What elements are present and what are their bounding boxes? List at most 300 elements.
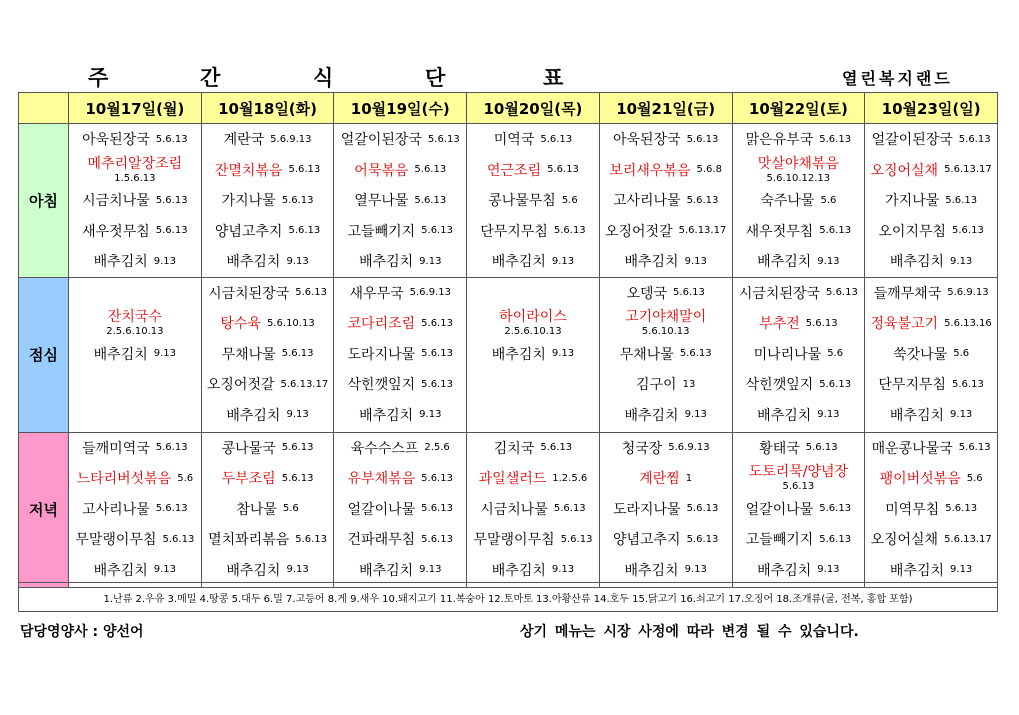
dish-name: 시금치된장국	[738, 285, 821, 302]
allergen-codes: 9.13	[817, 409, 840, 421]
menu-item	[600, 124, 732, 155]
dish-name: 오징어실채	[870, 162, 939, 179]
allergen-codes: 5.6.13	[686, 194, 719, 206]
dietitian-label: 담당영양사 : 양선어	[20, 624, 144, 640]
menu-cell	[334, 277, 467, 432]
allergen-codes: 2.5.6	[424, 442, 450, 454]
allergen-codes: 9.13	[419, 409, 442, 421]
menu-item	[733, 463, 865, 494]
allergen-codes: 5.6.13.17	[280, 378, 329, 390]
title-char: 간	[200, 66, 221, 90]
dish-name: 들깨미역국	[82, 440, 150, 457]
dish-name: 가지나물	[885, 193, 940, 210]
menu-item	[733, 433, 865, 464]
allergen-codes: 5.6.13	[958, 133, 991, 145]
allergen-codes: 5.6.13	[819, 503, 852, 515]
allergen-codes: 5.6	[561, 194, 578, 206]
allergen-codes: 9.13	[286, 409, 309, 421]
menu-item	[733, 155, 865, 186]
allergen-codes: 5.6.13	[540, 442, 573, 454]
menu-cell	[334, 124, 467, 278]
allergen-codes: 5.6.13	[155, 194, 188, 206]
allergen-codes: 5.6.13	[819, 133, 852, 145]
dish-name: 도라지나물	[347, 346, 416, 363]
allergen-codes: 9.13	[551, 255, 575, 267]
dish-name: 어묵볶음	[354, 162, 409, 179]
allergen-codes: 5.6	[820, 194, 837, 206]
dish-name: 참나물	[236, 501, 277, 518]
dish-name: 김치국	[493, 440, 535, 457]
menu-item	[733, 400, 865, 431]
menu-item	[202, 555, 334, 586]
menu-item	[334, 524, 466, 555]
dish-name: 배추김치	[624, 562, 679, 579]
menu-cell	[69, 124, 202, 278]
day-header: 10월21일(금)	[599, 93, 732, 124]
menu-item	[865, 216, 997, 247]
menu-item	[69, 124, 201, 155]
allergen-codes: 5.6.13	[952, 378, 984, 390]
allergen-codes: 5.6.13	[421, 472, 453, 484]
dish-name: 새우젓무침	[745, 223, 814, 240]
dish-name: 배추김치	[757, 254, 812, 271]
title-char: 주	[88, 66, 109, 90]
menu-item	[467, 339, 599, 370]
menu-item	[467, 185, 599, 216]
menu-item	[334, 278, 466, 309]
menu-item	[467, 124, 599, 155]
dish-name: 멸치꽈리볶음	[208, 532, 290, 549]
menu-item	[600, 278, 732, 309]
menu-item	[865, 400, 997, 431]
allergen-codes: 5.6.13	[295, 287, 328, 299]
menu-item	[334, 246, 466, 277]
menu-item	[733, 494, 865, 525]
menu-item	[467, 246, 599, 277]
allergen-codes: 5.6.13	[805, 317, 838, 329]
dish-name: 두부조림	[221, 471, 276, 488]
menu-item	[733, 216, 865, 247]
allergen-codes: 9.13	[950, 564, 973, 576]
dish-name: 고기야채말이	[625, 309, 707, 326]
allergen-codes: 5.6.13	[547, 164, 579, 176]
allergen-codes: 2.5.6.10.13	[504, 326, 562, 338]
menu-item	[69, 216, 201, 247]
menu-cell	[467, 124, 600, 278]
dish-name: 과일샐러드	[478, 471, 547, 488]
allergen-codes: 9.13	[419, 255, 442, 267]
allergen-codes: 5.6.10.13	[266, 317, 315, 329]
dish-name: 시금치나물	[82, 193, 150, 210]
dish-name: 배추김치	[491, 562, 546, 579]
day-header-row	[19, 93, 998, 124]
menu-cell	[201, 432, 334, 587]
dish-name: 얼갈이나물	[347, 501, 416, 518]
dish-name: 고들빼기지	[347, 223, 416, 240]
allergen-codes: 2.5.6.10.13	[106, 326, 164, 338]
menu-item	[865, 524, 997, 555]
menu-item	[865, 494, 997, 525]
allergen-codes: 5.6.13	[162, 533, 195, 545]
dish-name: 배추김치	[624, 254, 679, 271]
menu-item	[600, 463, 732, 494]
dish-name: 삭힌깻잎지	[745, 377, 814, 394]
dish-name: 시금치된장국	[208, 285, 290, 302]
menu-item	[202, 155, 334, 186]
allergen-codes: 5.6.10.12.13	[766, 172, 831, 184]
dish-name: 배추김치	[889, 254, 945, 271]
menu-item	[467, 555, 599, 586]
menu-item	[600, 155, 732, 186]
menu-item	[69, 185, 201, 216]
menu-item	[467, 524, 599, 555]
allergen-codes: 9.13	[817, 564, 840, 576]
menu-cell	[865, 277, 998, 432]
menu-cell	[599, 277, 732, 432]
dish-name: 연근조림	[487, 162, 542, 179]
menu-item	[865, 124, 997, 155]
allergen-codes: 9.13	[286, 564, 309, 576]
menu-item	[600, 555, 732, 586]
dish-name: 무말랭이무침	[75, 532, 157, 549]
meal-label: 점심	[19, 277, 69, 432]
allergen-codes: 5.6.13	[945, 503, 978, 515]
dish-name: 배추김치	[491, 254, 546, 271]
dish-name: 양념고추지	[214, 223, 283, 240]
dish-name: 얼갈이나물	[745, 501, 814, 518]
menu-item	[69, 246, 201, 277]
menu-cell	[69, 277, 202, 432]
allergen-codes: 5.6.13	[421, 503, 453, 515]
allergen-codes: 5.6.13	[819, 225, 852, 237]
menu-item	[334, 185, 466, 216]
menu-item	[733, 124, 865, 155]
dish-name: 배추김치	[226, 254, 281, 271]
menu-item	[202, 494, 334, 525]
menu-item	[467, 494, 599, 525]
dish-name: 콩나물국	[221, 440, 276, 457]
menu-item	[334, 463, 466, 494]
allergen-codes: 5.6.13	[421, 225, 453, 237]
day-header: 10월17일(월)	[69, 93, 202, 124]
allergen-codes: 5.6.9.13	[668, 442, 710, 454]
allergen-codes: 5.6.10.13	[641, 326, 690, 338]
menu-cell	[865, 432, 998, 587]
allergen-codes: 5.6.13	[421, 317, 453, 329]
dish-name: 배추김치	[359, 562, 414, 579]
dish-name: 배추김치	[93, 254, 148, 271]
menu-cell	[732, 432, 865, 587]
dish-name: 오징어실채	[870, 532, 939, 549]
menu-item	[733, 555, 865, 586]
dish-name: 들깨무채국	[873, 285, 942, 302]
allergen-codes: 5.6.13	[679, 348, 712, 360]
menu-item	[865, 369, 997, 400]
allergen-codes: 1	[685, 472, 693, 484]
menu-item	[69, 433, 201, 464]
allergen-codes: 9.13	[153, 255, 177, 267]
menu-cell	[599, 124, 732, 278]
menu-item	[202, 524, 334, 555]
menu-item	[202, 246, 334, 277]
menu-item	[733, 278, 865, 309]
menu-item	[334, 400, 466, 431]
dish-name: 단무지무침	[480, 223, 548, 240]
dish-name: 오징어젓갈	[206, 377, 275, 394]
allergen-codes: 5.6.13	[952, 225, 984, 237]
dish-name: 오이지무침	[878, 223, 947, 240]
menu-item	[865, 339, 997, 370]
allergen-codes: 5.6.13	[686, 503, 719, 515]
menu-item	[467, 308, 599, 339]
dish-name: 무말랭이무침	[473, 532, 555, 549]
dish-name: 매운콩나물국	[871, 440, 953, 457]
dish-name: 쑥갓나물	[893, 346, 948, 363]
allergen-codes: 5.6.13	[295, 533, 328, 545]
menu-item	[733, 246, 865, 277]
dish-name: 배추김치	[226, 562, 281, 579]
dish-name: 황태국	[759, 440, 800, 457]
allergen-codes: 5.6.13	[288, 225, 321, 237]
menu-item	[334, 369, 466, 400]
menu-item	[69, 278, 201, 309]
menu-item	[334, 216, 466, 247]
dish-name: 고사리나물	[612, 193, 681, 210]
allergen-codes: 5.6.13	[281, 472, 314, 484]
menu-cell	[467, 277, 600, 432]
dish-name: 얼갈이된장국	[340, 132, 422, 149]
allergen-codes: 5.6.13.17	[944, 533, 992, 545]
menu-cell	[334, 432, 467, 587]
menu-item	[69, 494, 201, 525]
allergen-codes: 5.6.13	[673, 287, 705, 299]
allergen-codes: 5.6.13	[540, 133, 573, 145]
menu-item	[600, 246, 732, 277]
menu-cell	[467, 432, 600, 587]
dish-name: 계란찜	[639, 471, 680, 488]
menu-item	[467, 463, 599, 494]
allergen-codes: 5.6.13	[155, 442, 188, 454]
dish-name: 배추김치	[889, 562, 945, 579]
allergen-codes: 5.6	[177, 472, 194, 484]
allergen-codes: 5.6.13	[686, 533, 719, 545]
title-char: 단	[425, 66, 446, 90]
day-header: 10월18일(화)	[201, 93, 334, 124]
allergen-codes: 5.6.13	[155, 133, 188, 145]
allergen-codes: 5.6.13	[281, 194, 314, 206]
menu-item	[865, 463, 997, 494]
dish-name: 배추김치	[93, 562, 148, 579]
dish-name: 육수수스프	[350, 440, 419, 457]
organization-name: 열린복지랜드	[842, 69, 953, 88]
allergen-codes: 5.6.13	[819, 533, 852, 545]
menu-item	[865, 555, 997, 586]
dish-name: 메추리알장조림	[87, 155, 183, 172]
menu-item	[202, 463, 334, 494]
menu-item	[600, 185, 732, 216]
dish-name: 청국장	[621, 440, 663, 457]
title-char: 식	[313, 66, 334, 90]
dish-name: 가지나물	[221, 193, 276, 210]
dish-name: 팽이버섯볶음	[879, 471, 961, 488]
menu-table	[18, 92, 998, 588]
menu-item	[600, 400, 732, 431]
meal-label: 저녁	[19, 432, 69, 587]
menu-item	[69, 308, 201, 339]
dish-name: 계란국	[223, 132, 265, 149]
dish-name: 건파래무침	[347, 532, 416, 549]
meal-row	[19, 277, 998, 432]
dish-name: 잔멸치볶음	[214, 162, 283, 179]
menu-item	[202, 124, 334, 155]
menu-item	[733, 185, 865, 216]
allergen-codes: 5.6.13	[414, 164, 447, 176]
allergen-codes: 5.6.13.16	[944, 317, 992, 329]
allergen-codes: 5.6.8	[696, 164, 722, 176]
dish-name: 하이라이스	[499, 309, 567, 326]
allergen-codes: 5.6.13	[427, 133, 460, 145]
allergen-codes: 9.13	[950, 255, 973, 267]
corner-cell	[19, 93, 69, 124]
dish-name: 코다리조림	[347, 316, 416, 333]
allergen-legend: 1.난류 2.우유 3.메밀 4.땅콩 5.대두 6.밀 7.고등어 8.게 9.새우 10.돼지고기 11.복숭아 12.토마토 13.아황산류 14.호두 15.닭고기 16.쇠고기 17.오징어 18.조개류(굴, 전복, 홍합 포함)	[18, 582, 998, 612]
menu-item	[202, 433, 334, 464]
dish-name: 새우무국	[349, 285, 404, 302]
allergen-codes: 5.6.13	[686, 133, 719, 145]
title-char: 표	[543, 66, 564, 90]
dish-name: 고사리나물	[82, 501, 150, 518]
allergen-codes: 5.6.13	[553, 225, 586, 237]
dish-name: 도라지나물	[612, 501, 681, 518]
menu-item	[69, 339, 201, 370]
dish-name: 배추김치	[757, 407, 812, 424]
menu-item	[202, 278, 334, 309]
menu-item	[733, 308, 865, 339]
dish-name: 새우젓무침	[82, 223, 150, 240]
menu-item	[733, 369, 865, 400]
dish-name: 탕수육	[220, 316, 261, 333]
allergen-codes: 5.6	[953, 348, 970, 360]
menu-cell	[865, 124, 998, 278]
menu-item	[865, 278, 997, 309]
allergen-codes: 9.13	[817, 255, 840, 267]
menu-item	[600, 216, 732, 247]
menu-item	[202, 216, 334, 247]
menu-item	[600, 308, 732, 339]
dish-name: 배추김치	[757, 562, 812, 579]
allergen-codes: 5.6.9.13	[947, 287, 989, 299]
allergen-codes: 5.6.13	[288, 164, 321, 176]
allergen-codes: 5.6.13	[826, 287, 858, 299]
meal-row	[19, 432, 998, 587]
dish-name: 배추김치	[359, 254, 414, 271]
dish-name: 부추전	[759, 316, 800, 333]
menu-item	[334, 124, 466, 155]
menu-cell	[599, 432, 732, 587]
dish-name: 오뎅국	[626, 285, 668, 302]
meal-label: 아침	[19, 124, 69, 278]
dish-name: 단무지무침	[878, 377, 947, 394]
allergen-codes: 5.6.13	[553, 503, 586, 515]
menu-item	[202, 400, 334, 431]
menu-item	[69, 155, 201, 186]
allergen-codes: 13	[682, 378, 696, 390]
menu-item	[600, 369, 732, 400]
dish-name: 배추김치	[491, 346, 546, 363]
menu-cell	[732, 277, 865, 432]
day-header: 10월23일(일)	[865, 93, 998, 124]
dish-name: 김구이	[636, 377, 677, 394]
dish-name: 도토리묵/양념장	[748, 464, 849, 481]
allergen-codes: 5.6.13	[414, 194, 447, 206]
allergen-codes: 9.13	[153, 348, 177, 360]
dish-name: 정육불고기	[870, 316, 939, 333]
menu-item	[334, 339, 466, 370]
day-header: 10월20일(목)	[467, 93, 600, 124]
dish-name: 오징어젓갈	[604, 223, 673, 240]
dish-name: 미역국	[493, 132, 535, 149]
allergen-codes: 9.13	[286, 255, 309, 267]
menu-item	[865, 308, 997, 339]
dish-name: 삭힌깻잎지	[347, 377, 416, 394]
allergen-codes: 5.6.13	[421, 533, 453, 545]
allergen-codes: 9.13	[950, 409, 973, 421]
dish-name: 얼갈이된장국	[871, 132, 953, 149]
menu-item	[865, 433, 997, 464]
menu-item	[202, 339, 334, 370]
dish-name: 보리새우볶음	[609, 162, 691, 179]
menu-item	[600, 494, 732, 525]
dish-name: 아욱된장국	[82, 132, 150, 149]
allergen-codes: 5.6.13	[782, 481, 815, 493]
dish-name: 양념고추지	[612, 532, 681, 549]
allergen-codes: 5.6.9.13	[270, 133, 312, 145]
menu-item	[334, 555, 466, 586]
dish-name: 배추김치	[889, 407, 945, 424]
dish-name: 배추김치	[226, 407, 281, 424]
allergen-codes: 9.13	[684, 564, 707, 576]
dish-name: 배추김치	[93, 346, 148, 363]
menu-item	[69, 463, 201, 494]
menu-item	[334, 433, 466, 464]
allergen-codes: 5.6	[282, 503, 299, 515]
dish-name: 배추김치	[359, 407, 414, 424]
menu-item	[69, 555, 201, 586]
dish-name: 미역무침	[885, 501, 940, 518]
dish-name: 무채나물	[221, 346, 276, 363]
day-header: 10월22일(토)	[732, 93, 865, 124]
change-notice: 상기 메뉴는 시장 사정에 따라 변경 될 수 있습니다.	[520, 624, 859, 640]
menu-item	[467, 155, 599, 186]
allergen-codes: 5.6.13	[155, 503, 188, 515]
allergen-codes: 5.6.13	[805, 442, 838, 454]
allergen-codes: 5.6.13	[281, 348, 314, 360]
menu-cell	[201, 277, 334, 432]
menu-item	[733, 339, 865, 370]
menu-item	[202, 308, 334, 339]
menu-cell	[732, 124, 865, 278]
allergen-codes: 5.6.13.17	[944, 164, 992, 176]
dish-name: 시금치나물	[480, 501, 548, 518]
allergen-codes: 5.6.9.13	[409, 287, 451, 299]
meal-row	[19, 124, 998, 278]
menu-item	[865, 155, 997, 186]
menu-item	[334, 155, 466, 186]
allergen-codes: 1.2.5.6	[552, 472, 588, 484]
allergen-codes: 9.13	[551, 348, 575, 360]
allergen-codes: 5.6.13	[155, 225, 188, 237]
day-header: 10월19일(수)	[334, 93, 467, 124]
